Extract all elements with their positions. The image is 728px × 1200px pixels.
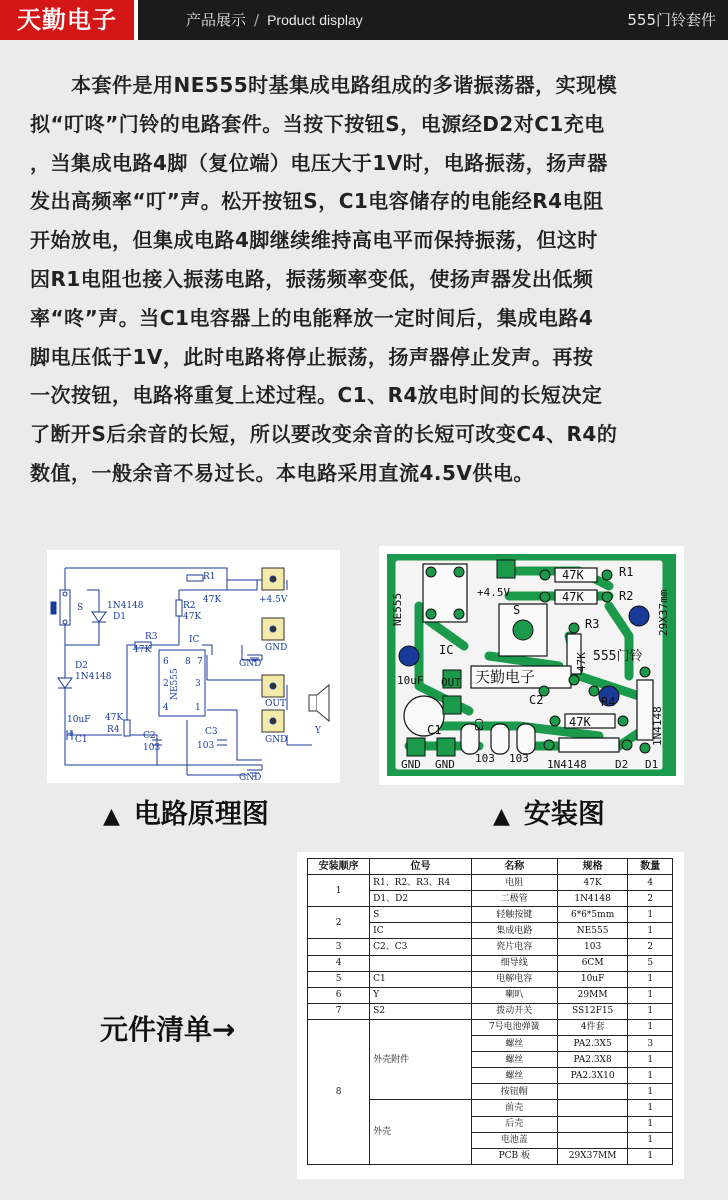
table-row (308, 1003, 673, 1019)
pcb-label-c1: C1 (427, 723, 442, 737)
schematic-pin-6: 6 (163, 657, 169, 667)
schematic-label-r4-value: 47K (105, 713, 124, 723)
schematic-caption (103, 792, 269, 831)
pcb-caption (493, 792, 605, 831)
description-line: 数值，一般余音不易过长。本电路采用直流4.5V供电。 (30, 460, 534, 485)
pcb-label-c2-value: 103 (475, 752, 495, 765)
position-cell: C1 (370, 971, 472, 987)
pcb-label-bell: 555门铃 (593, 649, 643, 664)
name-cell: 按钮帽 (471, 1084, 557, 1100)
pcb-label-c1-value: 10uF (397, 674, 424, 687)
name-cell: 二极管 (471, 891, 557, 907)
schematic-label-y: Y (315, 726, 321, 736)
triangle-icon: ▲ (103, 804, 120, 829)
schematic-label-c1-plus: + (67, 729, 75, 739)
qty-cell: 1 (628, 1019, 673, 1035)
spec-cell (557, 1132, 628, 1148)
schematic-label-c2: C2 (143, 731, 156, 741)
spec-cell (557, 1100, 628, 1116)
seq-cell: 1 (308, 875, 370, 907)
pcb-label-r2: R2 (619, 589, 634, 603)
qty-cell: 1 (628, 1116, 673, 1132)
qty-cell: 1 (628, 987, 673, 1003)
nav-product-cn[interactable]: 产品展示 (186, 11, 247, 29)
qty-cell: 1 (628, 1132, 673, 1148)
spec-cell: PA2.3X8 (557, 1052, 628, 1068)
pcb-label-r2-value: 47K (562, 590, 584, 604)
spec-cell: NE555 (557, 923, 628, 939)
spec-cell: 29MM (557, 987, 628, 1003)
position-cell: 外壳附件 (370, 1019, 472, 1099)
qty-cell: 1 (628, 1084, 673, 1100)
position-cell: IC (370, 923, 472, 939)
name-cell: 瓷片电容 (471, 939, 557, 955)
name-cell: 前壳 (471, 1100, 557, 1116)
seq-cell: 3 (308, 939, 370, 955)
description-line: 因R1电阻也接入振荡电路，振荡频率变低，使扬声器发出低频 (30, 266, 594, 291)
name-cell: 拨动开关 (471, 1003, 557, 1019)
spec-cell: PA2.3X5 (557, 1036, 628, 1052)
pcb-label-d2-value: 1N4148 (547, 758, 587, 771)
position-cell: D1、D2 (370, 891, 472, 907)
seq-cell: 5 (308, 971, 370, 987)
position-cell: S2 (370, 1003, 472, 1019)
schematic-label-d1-value: 1N4148 (107, 601, 144, 611)
seq-cell: 2 (308, 907, 370, 939)
logo-divider (134, 0, 138, 40)
position-cell: S (370, 907, 472, 923)
name-cell: 电解电容 (471, 971, 557, 987)
position-cell: 外壳 (370, 1100, 472, 1164)
pcb-label-r3: R3 (585, 617, 600, 631)
column-header: 位号 (370, 859, 472, 875)
schematic-label-r2: R2 (183, 601, 196, 611)
table-header-row (308, 859, 673, 875)
table-row (308, 875, 673, 891)
name-cell: 喇叭 (471, 987, 557, 1003)
column-header: 名称 (471, 859, 557, 875)
qty-cell: 1 (628, 1003, 673, 1019)
schematic-label-gnd-4: GND (239, 773, 262, 783)
spec-cell (557, 1116, 628, 1132)
qty-cell: 3 (628, 1036, 673, 1052)
description-paragraph (30, 66, 702, 493)
pcb-label-d1-value: 1N4148 (651, 706, 664, 746)
nav-separator: / (254, 11, 260, 29)
pcb-label-vcc: +4.5V (477, 586, 511, 599)
schematic-diagram (47, 550, 340, 783)
name-cell: 螺丝 (471, 1036, 557, 1052)
pcb-label-c3-value: 103 (509, 752, 529, 765)
table-row (308, 939, 673, 955)
qty-cell: 1 (628, 923, 673, 939)
name-cell: 7号电池弹簧 (471, 1019, 557, 1035)
schematic-label-r1-value: 47K (203, 595, 222, 605)
pcb-label-r1-value: 47K (562, 568, 584, 582)
schematic-pin-4: 4 (163, 703, 169, 713)
schematic-label-r2-value: 47K (183, 612, 202, 622)
pcb-layout-diagram (379, 546, 684, 785)
parts-table-panel (297, 852, 684, 1179)
position-cell: Y (370, 987, 472, 1003)
seq-cell: 6 (308, 987, 370, 1003)
column-header: 数量 (628, 859, 673, 875)
qty-cell: 1 (628, 907, 673, 923)
spec-cell: PA2.3X10 (557, 1068, 628, 1084)
schematic-pin-3: 3 (195, 679, 201, 689)
name-cell: 螺丝 (471, 1068, 557, 1084)
schematic-label-c1: C1 (75, 735, 88, 745)
name-cell: 集成电路 (471, 923, 557, 939)
pcb-label-c3: C3 (472, 718, 485, 732)
name-cell: PCB 板 (471, 1148, 557, 1164)
seq-cell: 4 (308, 955, 370, 971)
schematic-label-r3: R3 (145, 632, 158, 642)
parts-list-label: 元件清单→ (100, 1013, 236, 1046)
breadcrumb (186, 0, 363, 40)
spec-cell: 103 (557, 939, 628, 955)
position-cell: R1、R2、R3、R4 (370, 875, 472, 891)
pcb-label-brand: 天勤电子 (475, 668, 536, 686)
schematic-label-c3: C3 (205, 727, 218, 737)
schematic-pin-1: 1 (195, 703, 201, 713)
qty-cell: 5 (628, 955, 673, 971)
name-cell: 螺丝 (471, 1052, 557, 1068)
pcb-label-r4: R4 (601, 695, 616, 709)
pcb-label-s: S (513, 603, 521, 617)
schematic-label-vcc: +4.5V (259, 595, 288, 605)
schematic-label-r3-value: 47K (133, 645, 152, 655)
pcb-label-ic: IC (439, 643, 454, 657)
qty-cell: 1 (628, 971, 673, 987)
schematic-label-ic: IC (189, 635, 200, 645)
qty-cell: 1 (628, 1068, 673, 1084)
qty-cell: 2 (628, 939, 673, 955)
schematic-label-d1: D1 (113, 612, 126, 622)
table-row (308, 987, 673, 1003)
pcb-label-c2: C2 (529, 693, 544, 707)
schematic-label-s: S (77, 603, 84, 613)
spec-cell: 4件套 (557, 1019, 628, 1035)
description-line: 率“咚”声。当C1电容器上的电能释放一定时间后，集成电路4 (30, 305, 594, 330)
description-line: 拟“叮咚”门铃的电路套件。当按下按钮S，电源经D2对C1充电 (30, 111, 605, 136)
kit-title: 555门铃套件 (627, 11, 716, 29)
description-line: 脚电压低于1V，此时电路将停止振荡，扬声器停止发声。再按 (30, 344, 594, 369)
qty-cell: 2 (628, 891, 673, 907)
spec-cell: 47K (557, 875, 628, 891)
schematic-pin-7: 7 (197, 657, 203, 667)
nav-product-en[interactable]: Product display (267, 12, 363, 28)
position-cell (370, 955, 472, 971)
description-line: 一次按钮，电路将重复上述过程。C1、R4放电时间的长短决定 (30, 383, 603, 408)
column-header: 安装顺序 (308, 859, 370, 875)
schematic-label-out: OUT (265, 699, 286, 709)
pcb-label-d1: D1 (645, 758, 659, 771)
description-line: 开始放电，但集成电路4脚继续维持高电平而保持振荡，但这时 (30, 228, 598, 253)
brand-logo[interactable]: 天勤电子 (0, 0, 134, 40)
spec-cell: 6*6*5mm (557, 907, 628, 923)
spec-cell (557, 1084, 628, 1100)
spec-cell: 1N4148 (557, 891, 628, 907)
pcb-label-gnd-2: GND (435, 758, 455, 771)
table-row (308, 955, 673, 971)
pcb-label-ne555: NE555 (391, 592, 404, 626)
schematic-label-r4: R4 (107, 725, 120, 735)
pcb-label-r4-value: 47K (569, 715, 591, 729)
schematic-caption-text: 电路原理图 (133, 799, 269, 830)
description-line: 发出高频率“叮”声。松开按钮S，C1电容储存的电能经R4电阻 (30, 189, 604, 214)
qty-cell: 4 (628, 875, 673, 891)
schematic-label-r1: R1 (203, 572, 216, 582)
pcb-label-size: 29X37mm (657, 589, 670, 636)
description-line: ，当集成电路4脚（复位端）电压大于1V时，电路振荡，扬声器 (30, 150, 608, 175)
schematic-label-c2-value: 103 (143, 743, 161, 753)
name-cell: 后壳 (471, 1116, 557, 1132)
schematic-pin-8: 8 (185, 657, 191, 667)
pcb-label-out: OUT (441, 676, 461, 689)
triangle-icon: ▲ (493, 804, 510, 829)
schematic-label-gnd-3: GND (265, 735, 288, 745)
qty-cell: 1 (628, 1052, 673, 1068)
seq-cell: 7 (308, 1003, 370, 1019)
pcb-label-r1: R1 (619, 565, 634, 579)
schematic-label-gnd-2: GND (239, 659, 262, 669)
position-cell: C2、C3 (370, 939, 472, 955)
spec-cell: SS12F15 (557, 1003, 628, 1019)
schematic-label-ne555: NE555 (170, 668, 180, 700)
schematic-label-gnd-1: GND (265, 643, 288, 653)
schematic-label-c1-value: 10uF (67, 715, 91, 725)
description-line: 本套件是用NE555时基集成电路组成的多谐振荡器，实现模 (30, 73, 618, 97)
name-cell: 细导线 (471, 955, 557, 971)
table-row (308, 907, 673, 923)
spec-cell: 29X37MM (557, 1148, 628, 1164)
pcb-label-gnd-1: GND (401, 758, 421, 771)
name-cell: 轻触按键 (471, 907, 557, 923)
spec-cell: 10uF (557, 971, 628, 987)
qty-cell: 1 (628, 1100, 673, 1116)
schematic-label-d2-value: 1N4148 (75, 672, 112, 682)
table-row (308, 1019, 673, 1035)
name-cell: 电阻 (471, 875, 557, 891)
qty-cell: 1 (628, 1148, 673, 1164)
seq-cell: 8 (308, 1019, 370, 1164)
header-bar (0, 0, 728, 40)
schematic-pin-2: 2 (163, 679, 169, 689)
table-row (308, 971, 673, 987)
pcb-label-d2: D2 (615, 758, 629, 771)
spec-cell: 6CM (557, 955, 628, 971)
schematic-label-c3-value: 103 (197, 741, 215, 751)
parts-table (307, 858, 673, 1165)
column-header: 规格 (557, 859, 628, 875)
pcb-label-r3-value: 47K (575, 652, 588, 672)
pcb-caption-text: 安装图 (523, 799, 605, 830)
schematic-label-d2: D2 (75, 661, 88, 671)
description-line: 了断开S后余音的长短，所以要改变余音的长短可改变C4、R4的 (30, 422, 618, 447)
name-cell: 电池盖 (471, 1132, 557, 1148)
